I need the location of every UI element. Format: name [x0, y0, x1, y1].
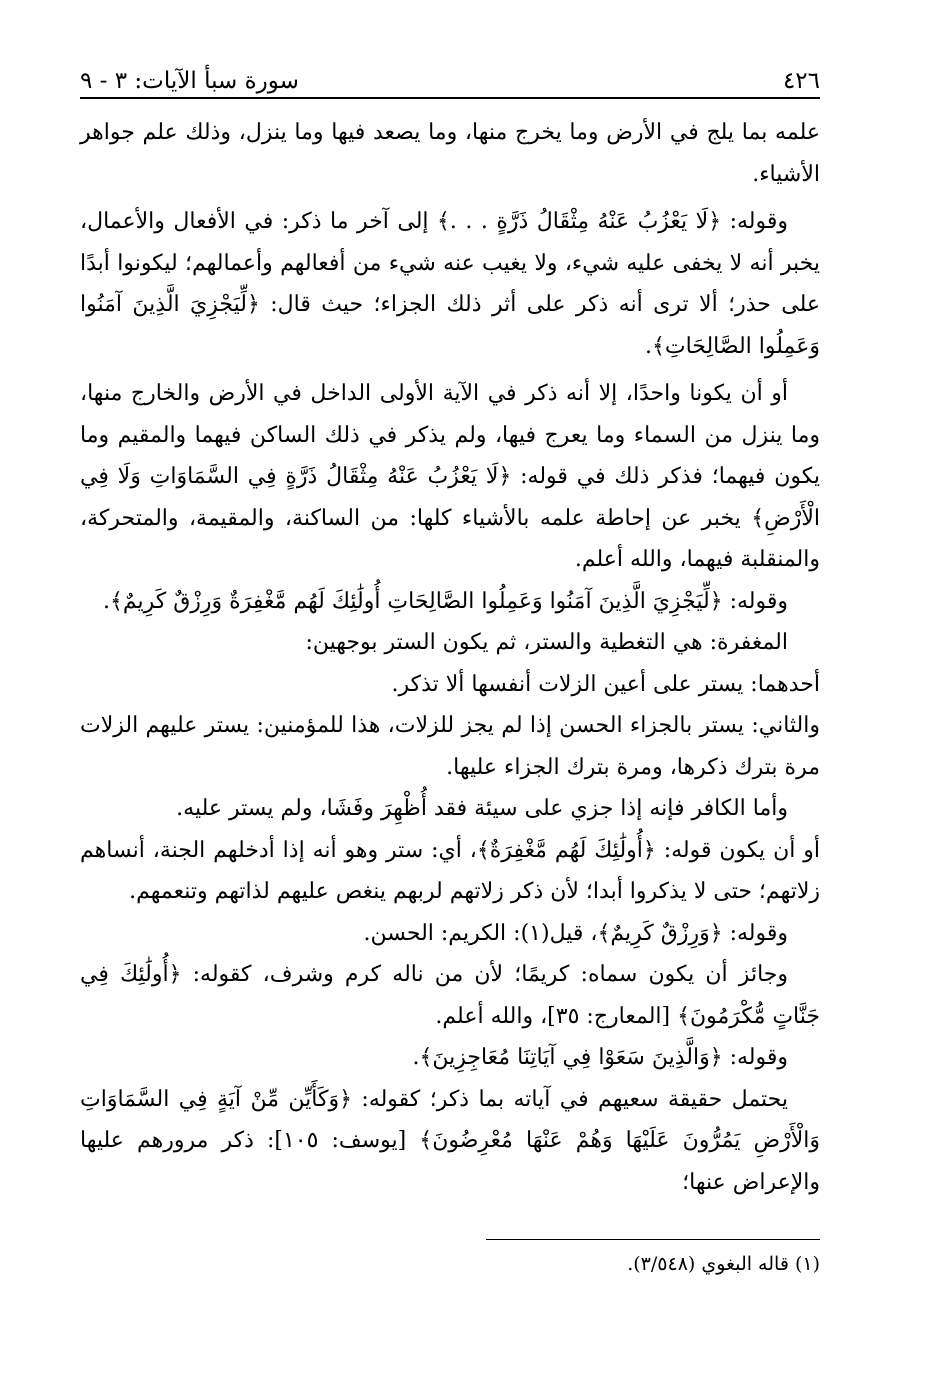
- footnote: (١) قاله البغوي (٣/٥٤٨).: [627, 1253, 820, 1275]
- main-text: [80, 112, 820, 1203]
- paragraph: أو أن يكون قوله: ﴿أُولَٰئِكَ لَهُم مَّغْفِرَةٌ﴾، أي: ستر وهو أنه إذا أدخلهم الجنة، أنساهم زلاتهم؛ حتى لا يذكروا أبدا؛ لأن ذكر زلاتهم لربهم ينغص عليهم لذاتهم وتنعمهم.: [80, 837, 820, 904]
- paragraph: وأما الكافر فإنه إذا جزي على سيئة فقد أُظْهِرَ وفَشَا، ولم يستر عليه.: [176, 796, 788, 821]
- page-number: ٤٢٦: [782, 68, 820, 94]
- paragraph: يحتمل حقيقة سعيهم في آياته بما ذكر؛ كقوله: ﴿وَكَأَيِّن مِّنْ آيَةٍ فِي السَّمَاوَاتِ وَالْأَرْضِ يَمُرُّونَ عَلَيْهَا وَهُمْ عَنْهَا مُعْرِضُونَ﴾ [يوسف: ١٠٥]: ذكر مرورهم عليها والإعراض عنها؛: [80, 1086, 820, 1195]
- header-rule: [80, 97, 820, 99]
- running-title: سورة سبأ الآيات: ٣ - ٩: [80, 68, 299, 94]
- paragraph: والثاني: يستر بالجزاء الحسن إذا لم يجز للزلات، هذا للمؤمنين: يستر عليهم الزلات مرة بترك ذكرها، ومرة بترك الجزاء عليها.: [80, 713, 820, 780]
- paragraph: وقوله: ﴿وَالَّذِينَ سَعَوْا فِي آيَاتِنَا مُعَاجِزِينَ﴾.: [412, 1045, 788, 1070]
- paragraph: المغفرة: هي التغطية والستر، ثم يكون الستر بوجهين:: [305, 630, 788, 655]
- paragraph: وقوله: ﴿لِّيَجْزِيَ الَّذِينَ آمَنُوا وَعَمِلُوا الصَّالِحَاتِ أُولَٰئِكَ لَهُم مَّغْفِرَةٌ وَرِزْقٌ كَرِيمٌ﴾.: [102, 588, 788, 614]
- paragraph: وقوله: ﴿وَرِزْقٌ كَرِيمٌ﴾، قيل(١): الكريم: الحسن.: [363, 920, 788, 946]
- paragraph: أو أن يكونا واحدًا، إلا أنه ذكر في الآية الأولى الداخل في الأرض والخارج منها، وما ينزل من السماء وما يعرج فيها، ولم يذكر في ذلك الساكن فيهما والمقيم وما يكون فيهما؛ فذكر ذلك في قوله: ﴿لَا يَعْزُبُ عَنْهُ مِثْقَالُ ذَرَّةٍ فِي السَّمَاوَاتِ وَلَا فِي الْأَرْضِ﴾ يخبر عن إحاطة علمه بالأشياء كلها: من الساكنة، والمقيمة، والمتحركة، والمنقلبة فيهما، والله أعلم.: [80, 381, 820, 572]
- paragraph: أحدهما: يستر على أعين الزلات أنفسها ألا تذكر.: [391, 671, 820, 697]
- footnote-rule: [486, 1239, 820, 1240]
- page-header: [80, 54, 820, 94]
- paragraph: وقوله: ﴿لَا يَعْزُبُ عَنْهُ مِثْقَالُ ذَرَّةٍ . . .﴾ إلى آخر ما ذكر: في الأفعال والأعمال، يخبر أنه لا يخفى عليه شيء، ولا يغيب عنه شيء من أفعالهم وأعمالهم؛ ليكونوا أبدًا على حذر؛ ألا ترى أنه ذكر على أثر ذلك الجزاء؛ حيث قال: ﴿لِّيَجْزِيَ الَّذِينَ آمَنُوا وَعَمِلُوا الصَّالِحَاتِ﴾.: [80, 209, 820, 359]
- paragraph: وجائز أن يكون سماه: كريمًا؛ لأن من ناله كرم وشرف، كقوله: ﴿أُولَٰئِكَ فِي جَنَّاتٍ مُّكْرَمُونَ﴾ [المعارج: ٣٥]، والله أعلم.: [80, 962, 820, 1029]
- paragraph: علمه بما يلج في الأرض وما يخرج منها، وما يصعد فيها وما ينزل، وذلك علم جواهر الأشياء.: [80, 120, 820, 187]
